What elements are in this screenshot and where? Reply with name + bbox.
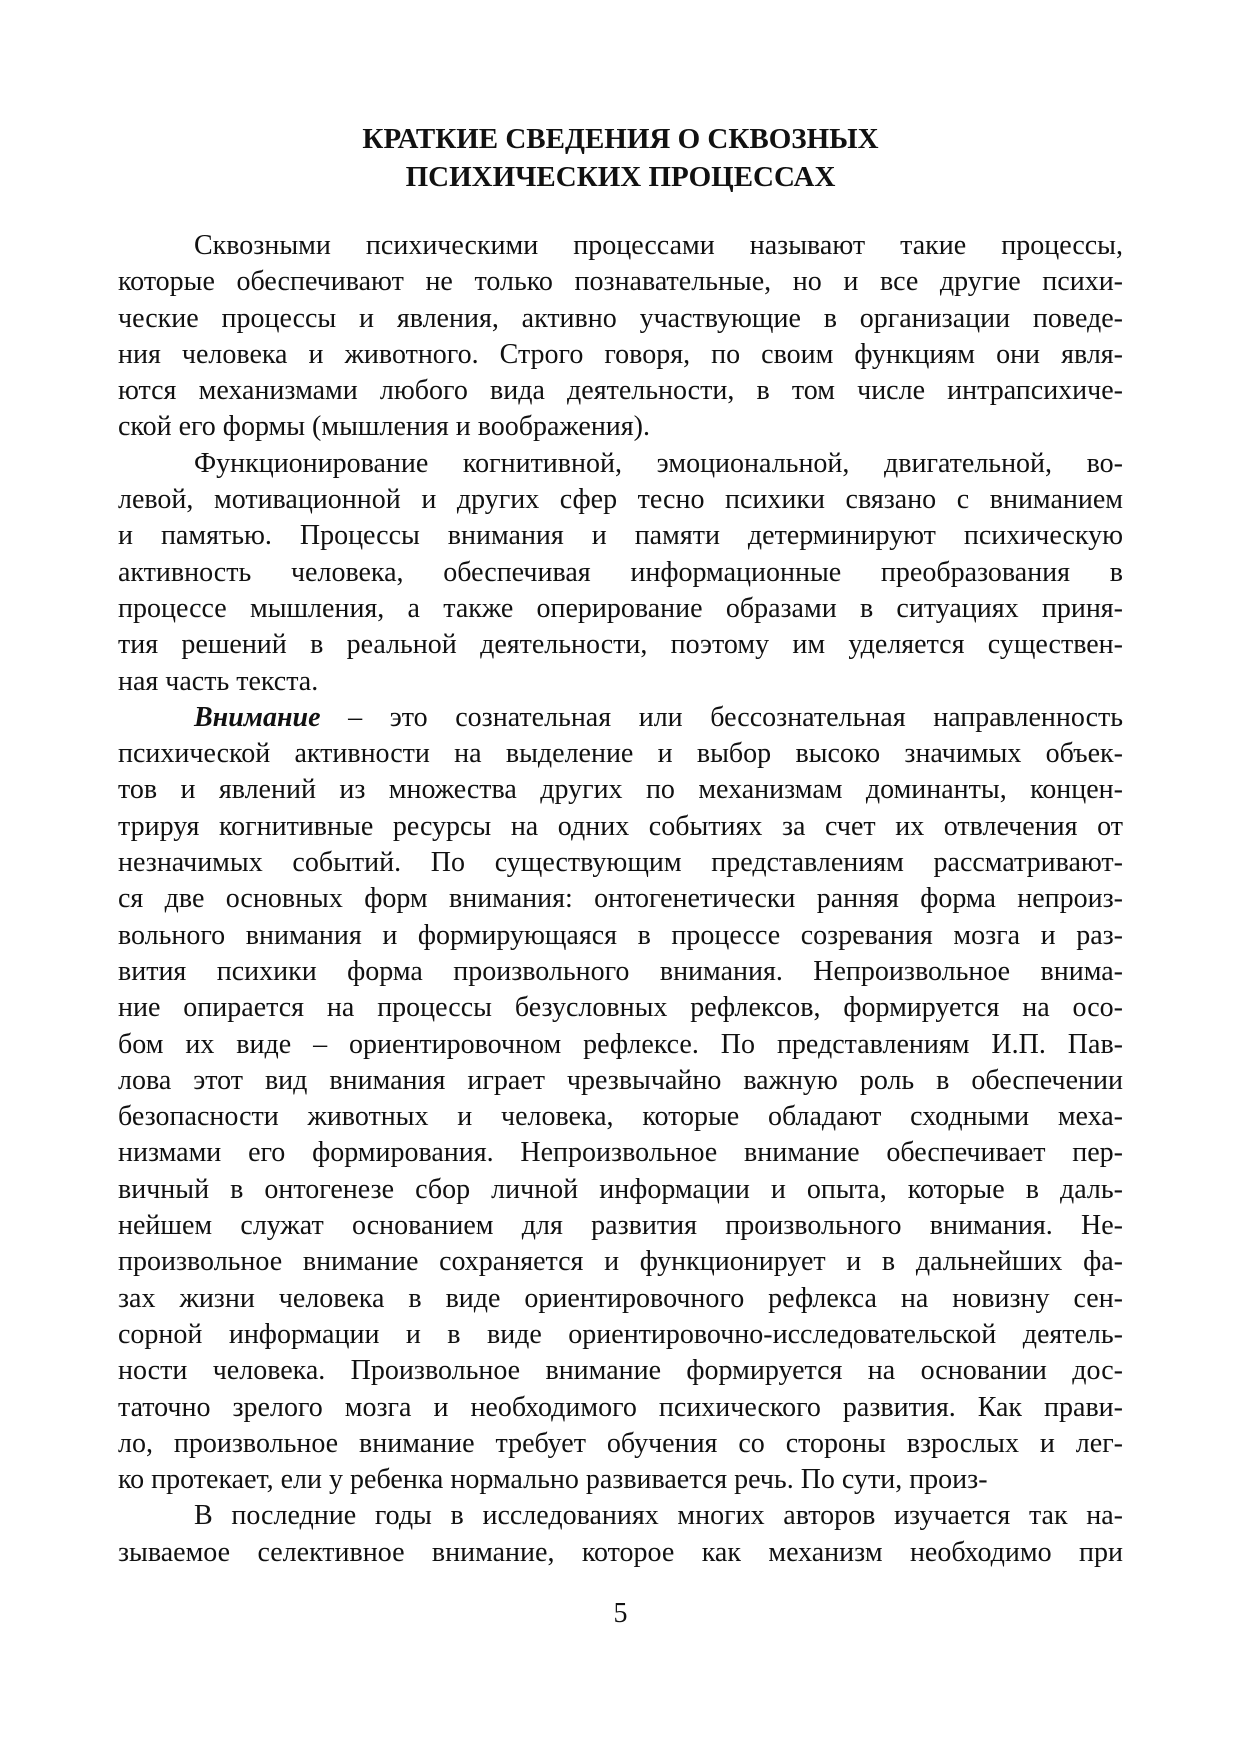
- text-line: нейшем служат основанием для развития произвольного внимания. Не-: [118, 1210, 1123, 1242]
- text-line: зываемое селективное внимание, которое как механизм необходимо при: [118, 1536, 1123, 1568]
- text-line: процессе мышления, а также оперирование образами в ситуациях приня-: [118, 592, 1123, 624]
- text-line: вольного внимания и формирующаяся в процессе созревания мозга и раз-: [118, 919, 1123, 951]
- text-fragment: – это сознательная или бессознательная направленность: [320, 701, 1123, 733]
- text-line: незначимых событий. По существующим представлениям рассматривают-: [118, 847, 1123, 879]
- text-line: Сквозными психическими процессами называют такие процессы,: [194, 230, 1123, 261]
- text-line: тия решений в реальной деятельности, поэтому им уделяется существен-: [118, 629, 1123, 661]
- text-line: трируя когнитивные ресурсы на одних событиях за счет их отвлечения от: [118, 810, 1123, 842]
- page-number: 5: [613, 1598, 628, 1629]
- text-line: и памятью. Процессы внимания и памяти детерминируют психическую: [118, 520, 1123, 552]
- text-line: В последние годы в исследованиях многих авторов изучается так на-: [194, 1500, 1123, 1532]
- text-line: таточно зрелого мозга и необходимого психического развития. Как прави-: [118, 1391, 1123, 1423]
- text-line: активность человека, обеспечивая информационные преобразования в: [118, 556, 1123, 588]
- paragraph: [118, 228, 1123, 446]
- text-line: вития психики форма произвольного внимания. Непроизвольное внима-: [118, 955, 1123, 987]
- text-line: сорной информации и в виде ориентировочно-исследовательской деятель-: [118, 1318, 1123, 1350]
- text-line: ческие процессы и явления, активно участвующие в организации поведе-: [118, 302, 1123, 334]
- text-line: психической активности на выделение и выбор высоко значимых объек-: [118, 738, 1123, 770]
- text-line: ются механизмами любого вида деятельности, в том числе интрапсихиче-: [118, 375, 1123, 407]
- text-line: Функционирование когнитивной, эмоциональной, двигательной, во-: [194, 447, 1123, 479]
- text-line: произвольное внимание сохраняется и функционирует и в дальнейших фа-: [118, 1246, 1123, 1278]
- text-line: ности человека. Произвольное внимание формируется на основании дос-: [118, 1355, 1123, 1387]
- title-line-1: КРАТКИЕ СВЕДЕНИЯ О СКВОЗНЫХ: [362, 123, 879, 155]
- paragraph: [118, 446, 1123, 700]
- title-line-2: ПСИХИЧЕСКИХ ПРОЦЕССАХ: [405, 161, 836, 193]
- text-line: [118, 700, 1123, 736]
- text-line: ние опирается на процессы безусловных рефлексов, формируется на осо-: [118, 992, 1123, 1024]
- term-attention: Внимание: [194, 701, 321, 733]
- text-line: лова этот вид внимания играет чрезвычайно важную роль в обеспечении: [118, 1064, 1123, 1096]
- text-line: низмами его формирования. Непроизвольное внимание обеспечивает пер-: [118, 1137, 1123, 1169]
- page-title: [0, 120, 1241, 196]
- text-line: ния человека и животного. Строго говоря, по своим функциям они явля-: [118, 338, 1123, 370]
- text-line: левой, мотивационной и других сфер тесно психики связано с вниманием: [118, 484, 1123, 516]
- text-line: тов и явлений из множества других по механизмам доминанты, концен-: [118, 774, 1123, 806]
- text-line: ло, произвольное внимание требует обучения со стороны взрослых и лег-: [118, 1427, 1123, 1459]
- paragraph: [118, 700, 1123, 1499]
- text-line: вичный в онтогенезе сбор личной информации и опыта, которые в даль-: [118, 1173, 1123, 1205]
- body-text: [118, 228, 1123, 1571]
- text-line: ная часть текста.: [118, 665, 319, 697]
- text-line: зах жизни человека в виде ориентировочного рефлекса на новизну сен-: [118, 1282, 1123, 1314]
- text-line: безопасности животных и человека, которые обладают сходными меха-: [118, 1101, 1123, 1133]
- text-line: бом их виде – ориентировочном рефлексе. По представлениям И.П. Пав-: [118, 1028, 1123, 1060]
- paragraph: [118, 1498, 1123, 1571]
- text-line: ся две основных форм внимания: онтогенетически ранняя форма непроиз-: [118, 883, 1123, 915]
- text-line: которые обеспечивают не только познавательные, но и все другие психи-: [118, 266, 1123, 298]
- text-line: ской его формы (мышления и воображения).: [118, 411, 650, 443]
- text-line: ко протекает, ели у ребенка нормально развивается речь. По сути, произ-: [118, 1464, 988, 1496]
